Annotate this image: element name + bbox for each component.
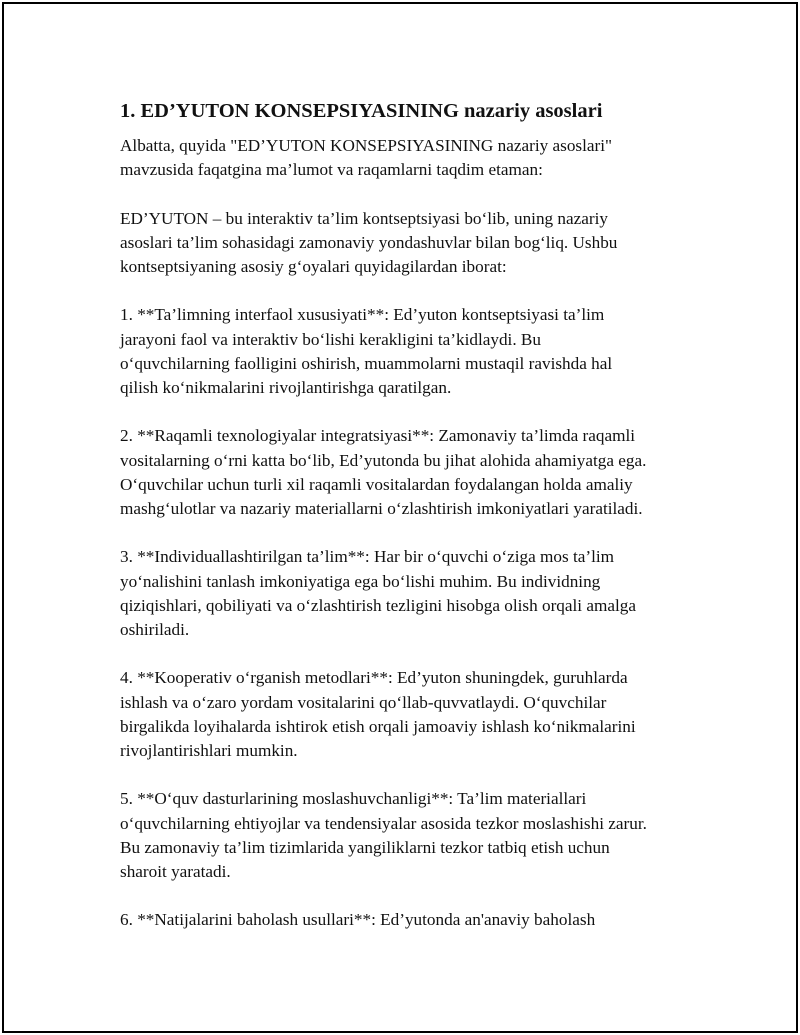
- list-item-1: [120, 303, 700, 400]
- document-body: [120, 98, 700, 957]
- text-line: 3. **Individuallashtirilgan ta’lim**: Har bir o‘quvchi o‘ziga mos ta’lim: [120, 547, 615, 567]
- text-line: O‘quvchilar uchun turli xil raqamli vositalardan foydalangan holda amaliy: [120, 474, 633, 494]
- list-item-5: [120, 787, 700, 884]
- text-line: ED’YUTON – bu interaktiv ta’lim kontseptsiyasi bo‘lib, uning nazariy: [120, 208, 609, 228]
- document-page: [2, 2, 798, 1033]
- text-line: o‘quvchilarning ehtiyojlar va tendensiyalar asosida tezkor moslashishi zarur.: [120, 813, 647, 833]
- list-item-2: [120, 424, 700, 521]
- text-line: Bu zamonaviy ta’lim tizimlarida yangiliklarni tezkor tatbiq etish uchun: [120, 837, 610, 857]
- text-line: birgalikda loyihalarda ishtirok etish orqali jamoaviy ishlash ko‘nikmalarini: [120, 716, 636, 736]
- document-title: 1. ED’YUTON KONSEPSIYASINING nazariy asoslari: [120, 100, 603, 122]
- text-line: rivojlantirishlari mumkin.: [120, 741, 298, 760]
- definition-paragraph: [120, 207, 700, 280]
- text-line: qilish ko‘nikmalarini rivojlantirishga qaratilgan.: [120, 378, 452, 397]
- list-item-3: [120, 545, 700, 642]
- text-line: oshiriladi.: [120, 620, 190, 639]
- text-line: 4. **Kooperativ o‘rganish metodlari**: Ed’yuton shuningdek, guruhlarda: [120, 668, 628, 688]
- text-line: kontseptsiyaning asosiy g‘oyalari quyidagilardan iborat:: [120, 257, 507, 276]
- text-line: qiziqishlari, qobiliyati va o‘zlashtirish tezligini hisobga olish orqali amalga: [120, 595, 636, 615]
- text-line: o‘quvchilarning faolligini oshirish, muammolarni mustaqil ravishda hal: [120, 353, 613, 373]
- text-line: ishlash va o‘zaro yordam vositalarini qo‘llab-quvvatlaydi. O‘quvchilar: [120, 692, 607, 712]
- text-line: 5. **O‘quv dasturlarining moslashuvchanligi**: Ta’lim materiallari: [120, 789, 587, 809]
- text-line: jarayoni faol va interaktiv bo‘lishi kerakligini ta’kidlaydi. Bu: [120, 329, 541, 349]
- text-line: 2. **Raqamli texnologiyalar integratsiyasi**: Zamonaviy ta’limda raqamli: [120, 426, 636, 446]
- text-line: asoslari ta’lim sohasidagi zamonaviy yondashuvlar bilan bog‘liq. Ushbu: [120, 232, 618, 252]
- text-line: yo‘nalishini tanlash imkoniyatiga ega bo‘lishi muhim. Bu individning: [120, 571, 601, 591]
- text-line: mavzusida faqatgina ma’lumot va raqamlarni taqdim etaman:: [120, 160, 543, 180]
- text-line: 6. **Natijalarini baholash usullari**: Ed’yutonda an'anaviy baholash: [120, 910, 596, 930]
- text-line: Albatta, quyida "ED’YUTON KONSEPSIYASINING nazariy asoslari": [120, 136, 613, 155]
- text-line: sharoit yaratadi.: [120, 862, 231, 881]
- text-line: mashg‘ulotlar va nazariy materiallarni o‘zlashtirish imkoniyatlari yaratiladi.: [120, 499, 643, 518]
- list-item-6: [120, 908, 700, 932]
- intro-paragraph: [120, 134, 700, 182]
- list-item-4: [120, 666, 700, 763]
- text-line: 1. **Ta’limning interfaol xususiyati**: Ed’yuton kontseptsiyasi ta’lim: [120, 305, 605, 325]
- text-line: vositalarning o‘rni katta bo‘lib, Ed’yutonda bu jihat alohida ahamiyatga ega.: [120, 450, 647, 470]
